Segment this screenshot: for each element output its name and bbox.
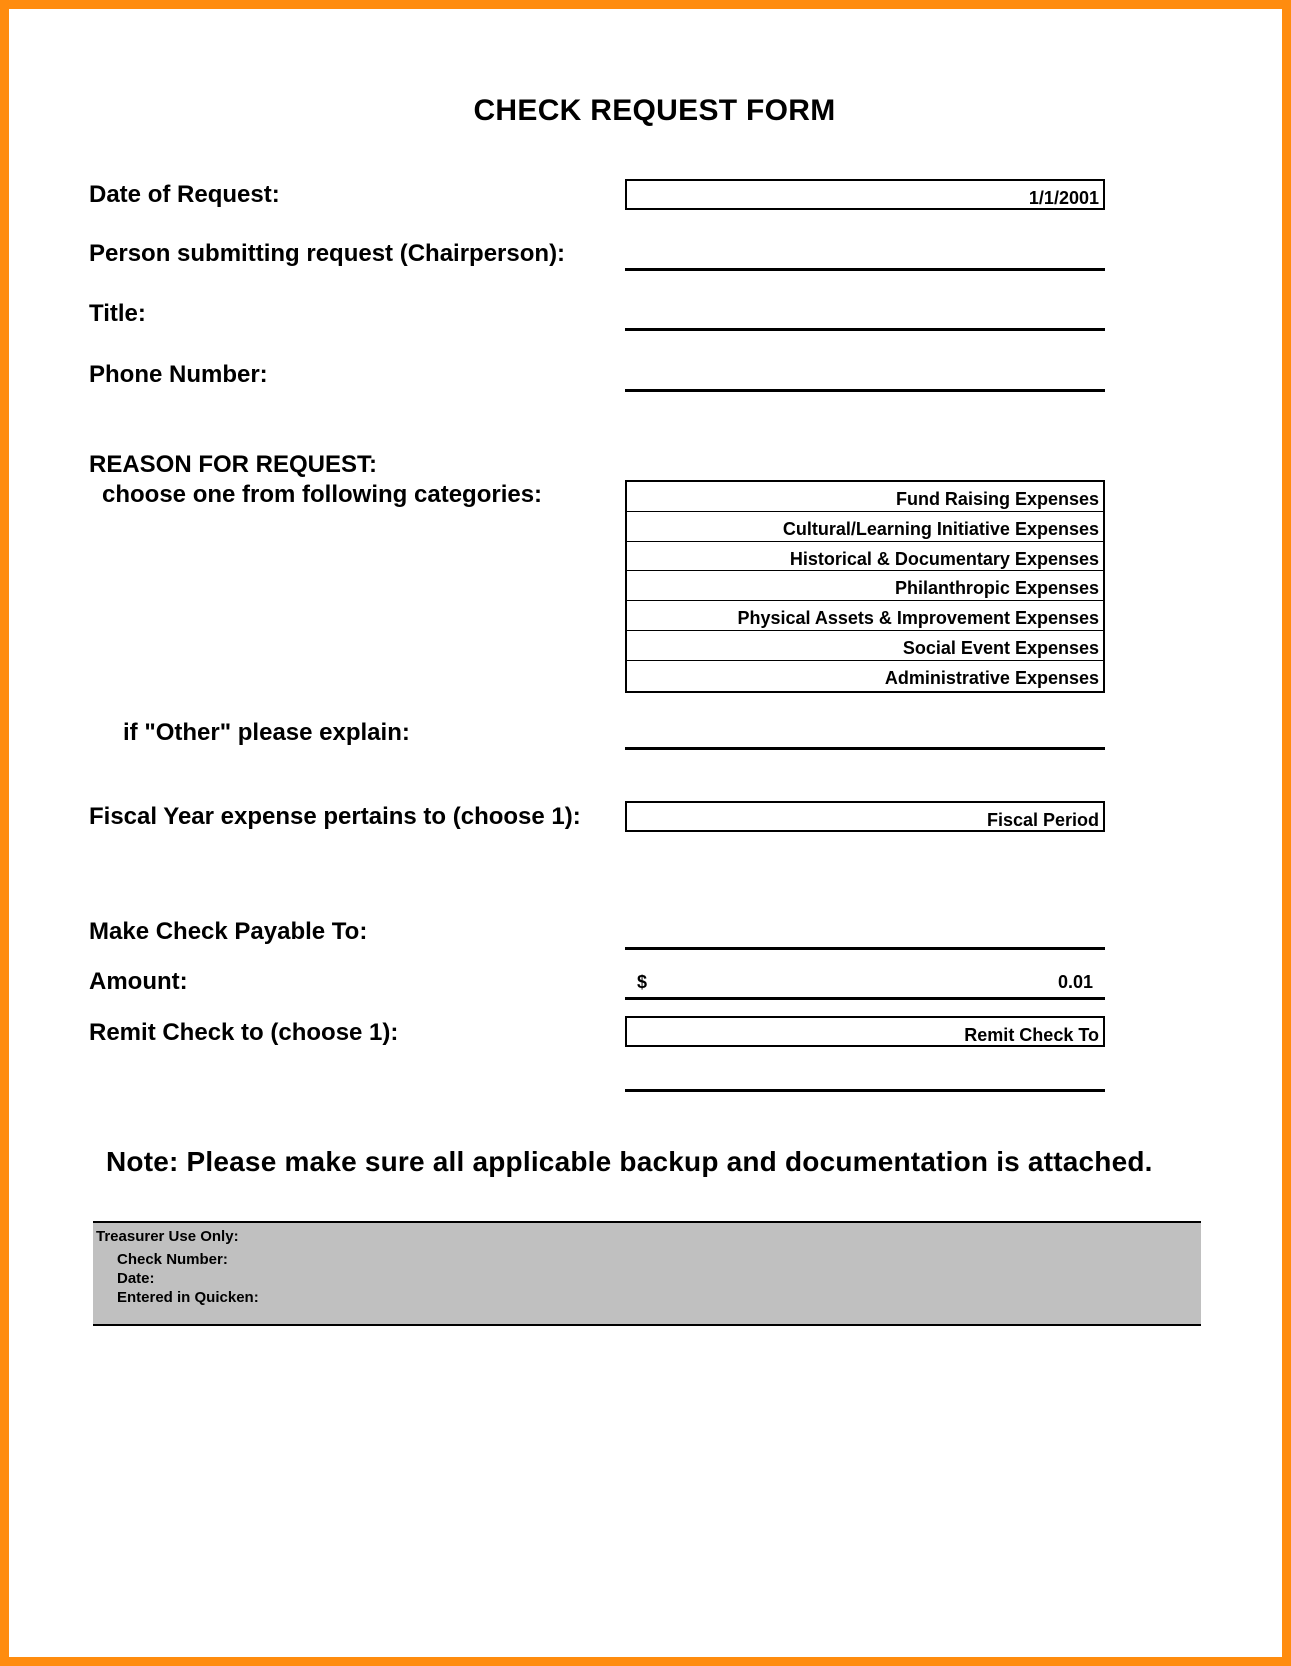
category-list	[625, 480, 1105, 693]
title-field[interactable]	[625, 328, 1105, 331]
category-option[interactable]: Philanthropic Expenses	[627, 571, 1103, 601]
reason-instruction: choose one from following categories:	[102, 481, 543, 508]
category-option[interactable]: Physical Assets & Improvement Expenses	[627, 601, 1103, 631]
amount-label: Amount:	[89, 968, 188, 995]
person-submitting-label: Person submitting request (Chairperson):	[89, 240, 566, 267]
form-title: CHECK REQUEST FORM	[473, 94, 836, 127]
category-option[interactable]: Social Event Expenses	[627, 631, 1103, 661]
payable-to-label: Make Check Payable To:	[89, 918, 368, 945]
remit-check-select[interactable]: Remit Check To	[625, 1016, 1105, 1047]
remit-check-label: Remit Check to (choose 1):	[89, 1019, 399, 1046]
amount-field[interactable]: 0.01	[1057, 972, 1093, 992]
category-option[interactable]: Fund Raising Expenses	[627, 482, 1103, 512]
date-of-request-label: Date of Request:	[89, 181, 280, 208]
amount-underline	[625, 997, 1105, 1000]
date-of-request-field[interactable]: 1/1/2001	[625, 179, 1105, 210]
treasurer-heading: Treasurer Use Only:	[96, 1228, 239, 1245]
remit-address-field[interactable]	[625, 1089, 1105, 1092]
fiscal-year-label: Fiscal Year expense pertains to (choose 1):	[89, 803, 581, 830]
note-text: Note: Please make sure all applicable backup and documentation is attached.	[106, 1146, 1153, 1177]
reason-for-request-heading: REASON FOR REQUEST:	[89, 451, 378, 478]
treasurer-section	[93, 1221, 1201, 1326]
title-label: Title:	[89, 300, 146, 327]
currency-symbol: $	[637, 972, 648, 992]
entered-in-quicken-label: Entered in Quicken:	[117, 1289, 259, 1306]
phone-number-label: Phone Number:	[89, 361, 268, 388]
category-option[interactable]: Cultural/Learning Initiative Expenses	[627, 512, 1103, 542]
person-submitting-field[interactable]	[625, 268, 1105, 271]
category-option[interactable]: Administrative Expenses	[884, 667, 1099, 688]
phone-number-field[interactable]	[625, 389, 1105, 392]
payable-to-field[interactable]	[625, 947, 1105, 950]
fiscal-period-select[interactable]: Fiscal Period	[625, 801, 1105, 832]
check-number-label: Check Number:	[117, 1251, 228, 1268]
other-explain-field[interactable]	[625, 747, 1105, 750]
treasurer-date-label: Date:	[117, 1270, 155, 1287]
other-explain-label: if "Other" please explain:	[123, 719, 410, 746]
category-option[interactable]: Historical & Documentary Expenses	[627, 542, 1103, 572]
